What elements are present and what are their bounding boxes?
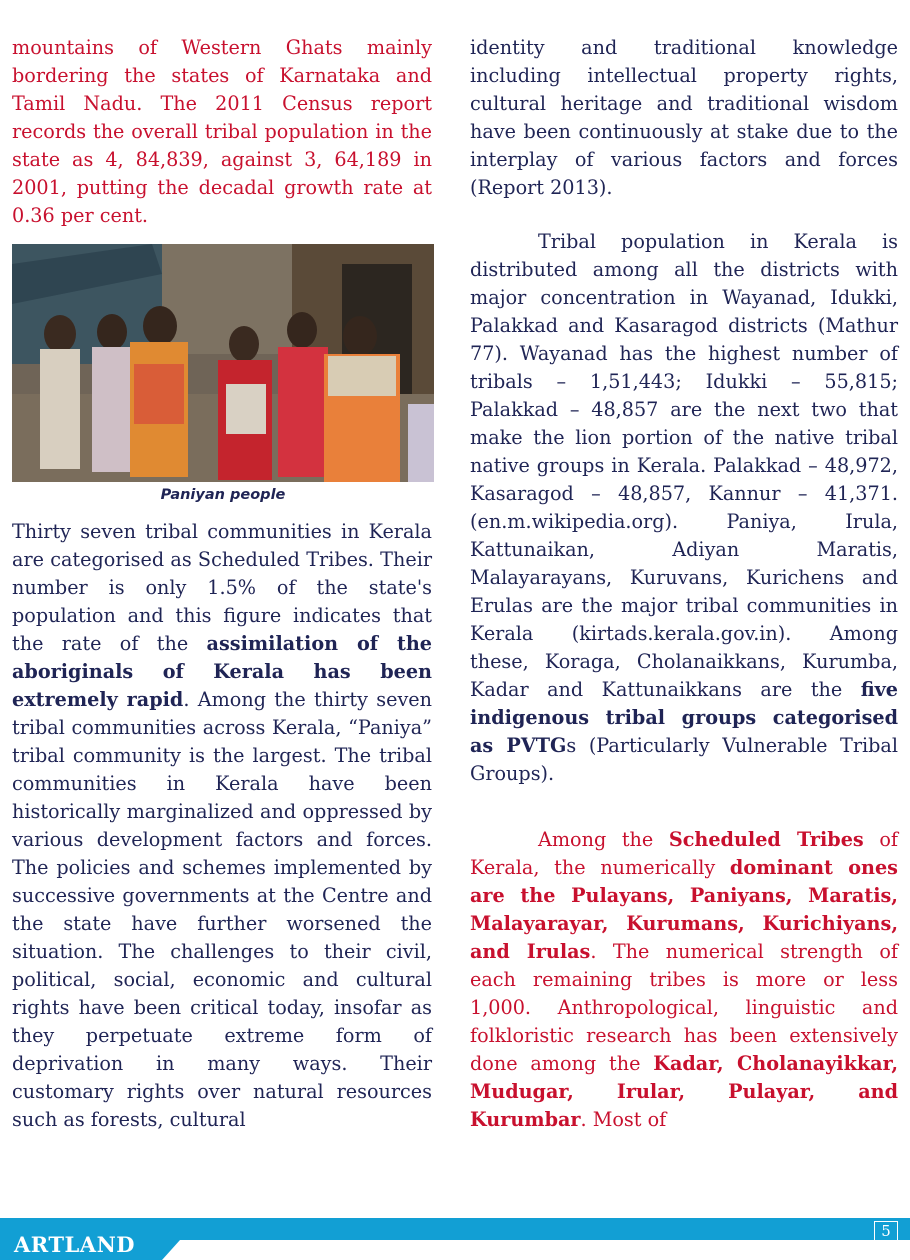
p3-text-c: . The numerical strength of each remaining tribes is more or less 1,000. Anthropological, linguistic and folkloristic research has been extensively done among the xyxy=(470,940,898,1075)
p3-bold-3: Kadar, Cholanayikkar, Mudugar, Irular, Pulayar, and Kurumbar xyxy=(470,1052,898,1131)
footer-cutout xyxy=(162,1240,910,1260)
distribution-text: Tribal population in Kerala is distributed among all the districts with major concentration in Wayanad, Idukki, Palakkad and Kasaragod districts (Mathur 77). Wayanad has the highest number of tribals – 1,51,443; Idukki – 55,815; Palakkad – 48,857 are the next two that make the lion portion of the native tribal native groups in Kerala. Palakkad – 48,972, Kasaragod – 48,857, Kannur – 41,371. (en.m.wikipedia.org). Paniya, Irula, Kattunaikan, Adiyan Maratis, Malayarayans, Kuruvans, Kurichens and Erulas are the major tribal communities in Kerala (kirtads.kerala.gov.in). Among these, Koraga, Cholanaikkans, Kurumba, Kadar and Kattunaikkans are the xyxy=(470,230,898,701)
photo-caption: Paniyan people xyxy=(160,487,286,503)
p3-text-b: of Kerala, the numerically xyxy=(470,828,898,879)
distribution-end: s (Particularly Vulnerable Tribal Groups). xyxy=(470,734,898,785)
scheduled-tribes-kerala-paragraph xyxy=(470,826,898,1134)
paniyan-people-photo xyxy=(12,244,434,482)
page-number: 5 xyxy=(874,1221,898,1241)
body-bold-highlight: assimilation of the aboriginals of Kerala has been extremely rapid xyxy=(12,632,432,711)
p3-bold-2: dominant ones are the Pulayans, Paniyans, Maratis, Malayarayar, Kurumans, Kurichiyans, and Irulas xyxy=(470,856,898,963)
pvtg-highlight: five indigenous tribal groups categorised as PVTG xyxy=(470,678,898,757)
body-text-2: . Among the thirty seven tribal communities across Kerala, “Paniya” tribal community is the largest. The tribal communities in Kerala have been historically marginalized and oppressed by various development factors and forces. The policies and schemes implemented by successive governments at the Centre and the state have further worsened the situation. The challenges to their civil, political, social, economic and cultural rights have been critical today, insofar as they perpetuate extreme form of deprivation in many ways. Their customary rights over natural resources such as forests, cultural xyxy=(12,688,432,1131)
distribution-paragraph xyxy=(470,228,898,788)
p3-text-d: . Most of xyxy=(580,1108,667,1131)
brand-name: ARTLAND xyxy=(14,1232,135,1257)
identity-paragraph: identity and traditional knowledge including intellectual property rights, cultural heritage and traditional wisdom have been continuously at stake due to the interplay of various factors and forces (Report 2013). xyxy=(470,36,898,199)
left-column xyxy=(12,34,432,230)
scheduled-tribes-paragraph xyxy=(12,518,432,1134)
p3-text-a: Among the xyxy=(538,828,669,851)
intro-paragraph: mountains of Western Ghats mainly bordering the states of Karnataka and Tamil Nadu. The 2011 Census report records the overall tribal population in the state as 4, 84,839, against 3, 64,189 in 2001, putting the decadal growth rate at 0.36 per cent. xyxy=(12,36,432,227)
p3-bold-1: Scheduled Tribes xyxy=(668,828,864,851)
left-column-body xyxy=(12,518,432,1134)
right-column xyxy=(470,34,898,1134)
body-text-1: Thirty seven tribal communities in Kerala are categorised as Scheduled Tribes. Their number is only 1.5% of the state's population and this figure indicates that the rate of the xyxy=(12,520,432,655)
